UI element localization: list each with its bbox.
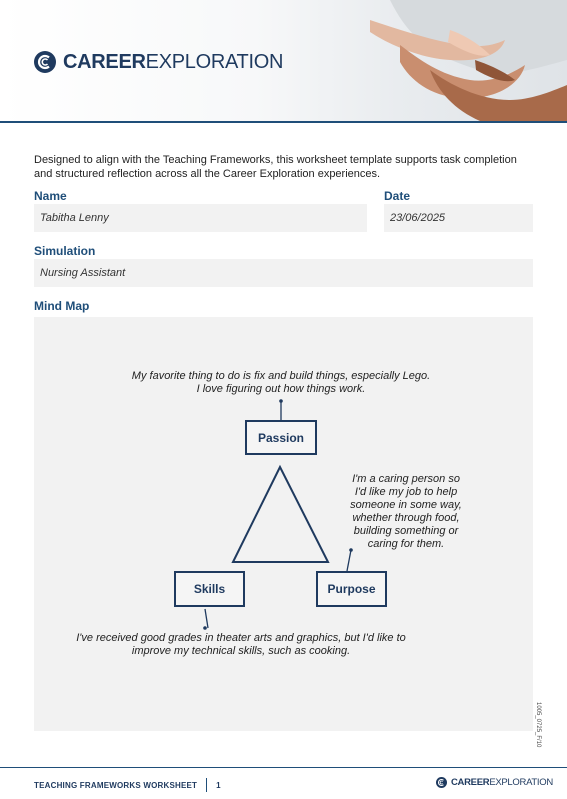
date-field[interactable]: 23/06/2025 bbox=[384, 204, 533, 232]
footer-title-block bbox=[34, 778, 221, 792]
date-label: Date bbox=[384, 189, 411, 203]
skills-note bbox=[54, 632, 428, 658]
purpose-note-line: someone in some way, bbox=[350, 499, 462, 511]
footer-logo bbox=[436, 775, 553, 789]
footer-wordmark: CAREEREXPLORATION bbox=[451, 776, 553, 788]
passion-note-line: My favorite thing to do is fix and build things, especially Lego. bbox=[131, 370, 431, 382]
footer-title: TEACHING FRAMEWORKS WORKSHEET bbox=[34, 780, 198, 790]
purpose-box[interactable]: Purpose bbox=[316, 571, 387, 607]
mindmap-area[interactable] bbox=[34, 317, 533, 731]
purpose-note-line: caring for them. bbox=[367, 538, 445, 550]
mindmap-label: Mind Map bbox=[34, 299, 90, 313]
simulation-field[interactable]: Nursing Assistant bbox=[34, 259, 533, 287]
header-banner bbox=[0, 0, 567, 123]
passion-note-line: I love figuring out how things work. bbox=[196, 383, 366, 395]
footer-rule bbox=[0, 767, 567, 768]
name-label: Name bbox=[34, 189, 67, 203]
brand-wordmark: CAREEREXPLORATION bbox=[63, 50, 284, 73]
purpose-note-line: whether through food, bbox=[352, 512, 460, 524]
brand-mark-icon bbox=[34, 51, 56, 73]
name-field[interactable]: Tabitha Lenny bbox=[34, 204, 367, 232]
simulation-label: Simulation bbox=[34, 244, 96, 258]
footer-brand-mark-icon bbox=[436, 777, 447, 788]
passion-box[interactable]: Passion bbox=[245, 420, 317, 455]
skills-note-line: I've received good grades in theater arts and graphics, but I'd like to bbox=[76, 632, 406, 644]
footer-divider bbox=[206, 778, 207, 792]
skills-box[interactable]: Skills bbox=[174, 571, 245, 607]
skills-note-line: improve my technical skills, such as cooking. bbox=[131, 645, 351, 657]
hands-photo bbox=[330, 0, 567, 121]
page-number: 1 bbox=[216, 780, 221, 790]
purpose-note-line: I'd like my job to help bbox=[354, 486, 458, 498]
passion-note bbox=[106, 370, 456, 396]
purpose-note bbox=[336, 473, 476, 551]
purpose-note-line: I'm a caring person so bbox=[352, 473, 460, 485]
purpose-note-line: building something or bbox=[353, 525, 459, 537]
document-code: 1005_0725_F/10 bbox=[535, 702, 541, 748]
intro-text: Designed to align with the Teaching Frameworks, this worksheet template supports task completion and structured reflection across all the Career Exploration experiences. bbox=[34, 154, 517, 180]
brand-logo bbox=[34, 49, 283, 75]
header-rule bbox=[0, 121, 567, 123]
